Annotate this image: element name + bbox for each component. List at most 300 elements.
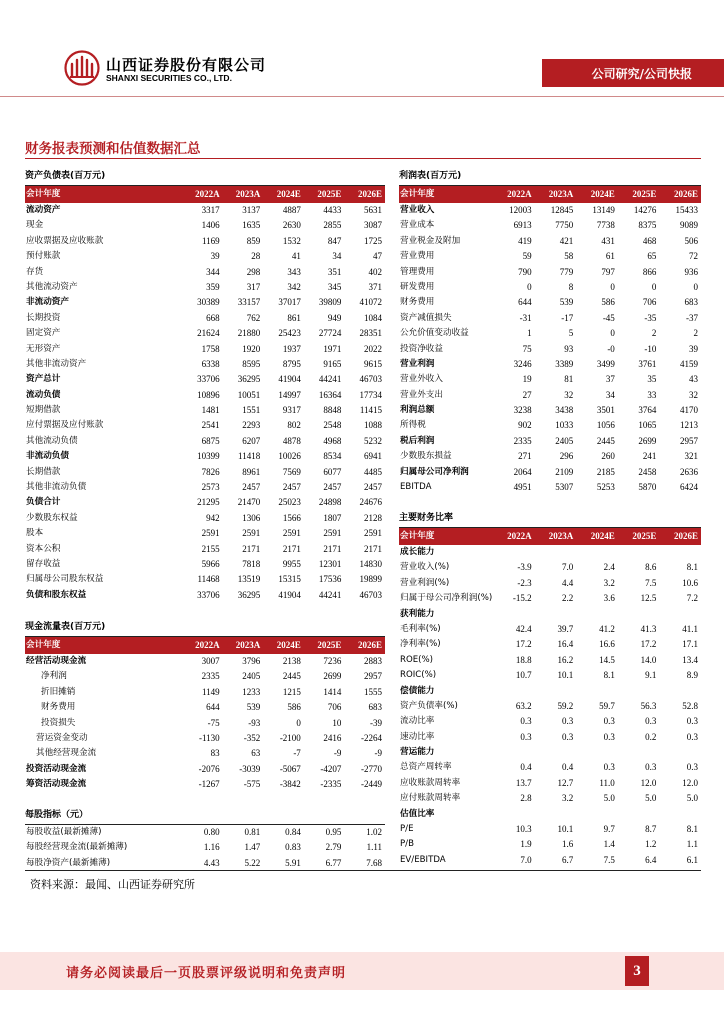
value-cell: 11468 xyxy=(197,574,220,585)
report-type-tag xyxy=(542,59,724,87)
value-cell: 2548 xyxy=(323,420,342,431)
year-header-cell: 2025E xyxy=(632,531,657,541)
table-header-row xyxy=(399,186,701,203)
value-cell: 1971 xyxy=(323,343,342,354)
value-cell: 2457 xyxy=(323,482,342,493)
value-cell: 7738 xyxy=(596,220,615,231)
row-label: 无形资产 xyxy=(26,343,61,354)
value-cell: 21880 xyxy=(237,328,261,339)
value-cell: 14.0 xyxy=(640,654,657,665)
header-label: 会计年度 xyxy=(400,189,435,199)
value-cell: 1481 xyxy=(201,405,220,416)
row-label: 偿债能力 xyxy=(400,685,435,696)
table-row xyxy=(399,388,701,403)
value-cell: 4433 xyxy=(323,205,342,215)
year-header-cell: 2023A xyxy=(548,189,574,199)
section-title: 财务报表预测和估值数据汇总 xyxy=(25,141,201,157)
value-cell: 0.81 xyxy=(244,827,261,837)
row-label: 净利率(%) xyxy=(400,639,441,650)
value-cell: 33706 xyxy=(197,374,220,385)
tables-bottom-divider xyxy=(25,870,701,871)
table-row xyxy=(399,203,701,218)
row-label: P/B xyxy=(400,839,414,850)
table-row xyxy=(25,654,385,669)
value-cell: 1920 xyxy=(242,343,261,354)
value-cell: 2541 xyxy=(201,420,220,431)
value-cell: 4968 xyxy=(323,435,342,446)
value-cell: 344 xyxy=(206,266,220,277)
row-label: ROE(%) xyxy=(400,654,434,665)
value-cell: 7.2 xyxy=(686,593,698,604)
value-cell: 241 xyxy=(642,451,657,462)
year-header-cell: 2022A xyxy=(507,531,532,541)
year-header-cell: 2024E xyxy=(276,189,301,199)
year-header-cell: 2023A xyxy=(235,189,261,199)
table-row xyxy=(399,714,701,729)
value-cell: 4878 xyxy=(282,435,301,446)
value-cell: 762 xyxy=(246,312,261,323)
year-header-cell: 2024E xyxy=(276,640,301,650)
value-cell: 12.0 xyxy=(640,777,657,788)
value-cell: 6207 xyxy=(242,435,261,446)
value-cell: -35 xyxy=(644,312,657,323)
row-label: 负债和股东权益 xyxy=(26,589,87,600)
footer-disclaimer-link[interactable]: 请务必阅读最后一页股票评级说明和免责声明 xyxy=(66,966,347,981)
value-cell: 1.4 xyxy=(603,839,615,850)
year-header-cell: 2026E xyxy=(673,531,698,541)
value-cell: 3499 xyxy=(596,358,615,369)
value-cell: 3238 xyxy=(513,405,532,416)
value-cell: 3.2 xyxy=(561,793,574,804)
value-cell: 2.79 xyxy=(325,842,342,853)
value-cell: 2957 xyxy=(680,435,698,446)
value-cell: 2591 xyxy=(242,528,261,539)
value-cell: 2855 xyxy=(323,220,342,231)
value-cell: 1033 xyxy=(555,420,574,431)
value-cell: -17 xyxy=(561,312,574,323)
value-cell: 10.3 xyxy=(515,824,532,835)
value-cell: 17.2 xyxy=(515,639,532,650)
value-cell: 81 xyxy=(564,374,574,385)
value-cell: 706 xyxy=(327,702,342,713)
value-cell: 0.3 xyxy=(686,731,698,742)
value-cell: 24898 xyxy=(318,497,342,508)
value-cell xyxy=(576,545,618,560)
value-cell: 21470 xyxy=(237,497,261,508)
value-cell: 2022 xyxy=(364,343,382,354)
value-cell xyxy=(493,807,535,822)
value-cell: 2630 xyxy=(282,220,301,231)
value-cell: 6.77 xyxy=(325,857,342,868)
value-cell: 8.9 xyxy=(686,670,698,681)
value-cell: 9165 xyxy=(323,358,342,369)
value-cell: 5253 xyxy=(596,482,615,493)
value-cell xyxy=(618,745,660,760)
value-cell: 5 xyxy=(568,328,574,339)
value-cell: 7826 xyxy=(201,466,220,477)
row-label: 研发费用 xyxy=(400,281,435,292)
table-caption: 现金流量表(百万元) xyxy=(25,617,385,637)
value-cell: -10 xyxy=(644,343,657,354)
value-cell xyxy=(535,745,577,760)
value-cell: 0.3 xyxy=(603,762,615,773)
value-cell: 866 xyxy=(642,266,657,277)
value-cell: 0 xyxy=(693,281,698,292)
row-label: 非流动负债 xyxy=(26,451,69,462)
row-label: 存货 xyxy=(26,266,44,277)
table-row xyxy=(399,480,701,495)
table-caption: 主要财务比率 xyxy=(399,508,701,528)
value-cell xyxy=(659,607,701,622)
value-cell: 790 xyxy=(518,266,532,277)
table-row xyxy=(399,403,701,418)
value-cell: 706 xyxy=(642,297,657,308)
value-cell: 1414 xyxy=(323,686,342,697)
row-label: 获利能力 xyxy=(400,608,435,619)
row-label: 资产总计 xyxy=(26,374,61,385)
table-row xyxy=(25,357,385,372)
table-row xyxy=(25,511,385,526)
value-cell: 2457 xyxy=(242,482,261,493)
value-cell: 421 xyxy=(559,235,574,246)
value-cell: 2883 xyxy=(364,656,382,666)
year-header-cell: 2022A xyxy=(195,189,220,199)
value-cell: 63.2 xyxy=(515,700,532,711)
table-row xyxy=(25,342,385,357)
value-cell: 28 xyxy=(251,251,261,262)
value-cell xyxy=(493,745,535,760)
table-caption: 利润表(百万元) xyxy=(399,166,701,186)
value-cell: -575 xyxy=(243,779,261,790)
value-cell: 1.02 xyxy=(366,827,382,837)
value-cell: 10896 xyxy=(197,389,220,400)
value-cell: 351 xyxy=(327,266,342,277)
row-label: 固定资产 xyxy=(26,328,61,339)
company-name-cn: 山西证券股份有限公司 xyxy=(106,56,267,74)
value-cell: 17.2 xyxy=(640,639,657,650)
value-cell: 1.1 xyxy=(686,839,698,850)
table-row xyxy=(399,853,701,868)
row-label: 折旧摊销 xyxy=(41,686,76,697)
value-cell: 2293 xyxy=(242,420,261,431)
value-cell xyxy=(618,807,660,822)
value-cell: 668 xyxy=(206,312,220,323)
table-row xyxy=(399,668,701,683)
value-cell: 16.6 xyxy=(599,639,615,650)
value-cell: 0.3 xyxy=(520,716,532,727)
value-cell: 10.1 xyxy=(557,824,574,835)
table-row xyxy=(25,280,385,295)
table-row xyxy=(25,434,385,449)
table-row xyxy=(25,542,385,557)
value-cell: 6875 xyxy=(201,435,220,446)
value-cell: 1215 xyxy=(282,686,301,697)
table-row xyxy=(399,265,701,280)
value-cell: 1.2 xyxy=(645,839,657,850)
value-cell: 5307 xyxy=(555,482,574,493)
value-cell: 0 xyxy=(610,328,615,339)
year-header-cell: 2022A xyxy=(507,189,532,199)
value-cell: 0.3 xyxy=(603,731,615,742)
row-label: 成长能力 xyxy=(400,547,435,557)
value-cell: 27 xyxy=(522,389,532,400)
value-cell: -3.9 xyxy=(517,562,532,573)
table-row xyxy=(399,807,701,822)
value-cell: -0 xyxy=(607,343,615,354)
value-cell: 2171 xyxy=(242,543,261,554)
value-cell: 8961 xyxy=(242,466,261,477)
value-cell xyxy=(576,807,618,822)
value-cell: 8.7 xyxy=(645,824,657,835)
value-cell: 6.4 xyxy=(645,854,657,865)
value-cell: 1551 xyxy=(242,405,261,416)
table-row xyxy=(25,311,385,326)
data-source-note: 资料来源：最闻、山西证券研究所 xyxy=(30,878,195,891)
value-cell: 2185 xyxy=(596,466,615,477)
table-row xyxy=(399,653,701,668)
table-row xyxy=(399,822,701,837)
value-cell: 2.2 xyxy=(561,593,574,604)
value-cell: 8795 xyxy=(282,358,301,369)
value-cell: 1 xyxy=(527,328,532,339)
value-cell: 8375 xyxy=(638,220,657,231)
value-cell: 2 xyxy=(651,328,657,339)
row-label: 少数股东权益 xyxy=(26,512,78,523)
table-row xyxy=(25,234,385,249)
table-row xyxy=(399,449,701,464)
value-cell: 3087 xyxy=(364,220,382,231)
row-label: 其他非流动资产 xyxy=(26,358,87,369)
value-cell: 17536 xyxy=(318,574,342,585)
value-cell xyxy=(659,684,701,699)
value-cell: -45 xyxy=(602,312,615,323)
value-cell: 419 xyxy=(518,235,532,246)
table-row xyxy=(25,856,385,871)
row-label: 税后利润 xyxy=(400,435,435,446)
year-header-cell: 2026E xyxy=(357,189,382,199)
value-cell: 506 xyxy=(684,235,698,246)
value-cell: 16.2 xyxy=(557,654,574,665)
year-header-cell: 2023A xyxy=(548,531,574,541)
value-cell xyxy=(493,684,535,699)
value-cell: 17734 xyxy=(359,389,382,400)
row-label: 所得税 xyxy=(400,420,426,431)
value-cell: 779 xyxy=(559,266,574,277)
value-cell: 644 xyxy=(518,297,532,308)
value-cell: 1088 xyxy=(364,420,382,431)
value-cell: 2171 xyxy=(323,543,342,554)
row-label: 其他流动资产 xyxy=(26,281,78,292)
value-cell: 3764 xyxy=(638,405,657,416)
value-cell: -39 xyxy=(370,717,382,728)
value-cell: 431 xyxy=(601,235,615,246)
value-cell: 19899 xyxy=(359,574,382,585)
row-label: 资本公积 xyxy=(26,543,61,554)
value-cell: 44241 xyxy=(318,374,342,385)
value-cell: 7818 xyxy=(242,558,261,569)
value-cell: 12.0 xyxy=(682,777,698,788)
value-cell xyxy=(576,607,618,622)
value-cell: 16.4 xyxy=(557,639,574,650)
value-cell: 5.0 xyxy=(686,793,698,804)
value-cell: 343 xyxy=(287,266,301,277)
table-row xyxy=(25,825,385,840)
value-cell: 1.16 xyxy=(203,842,220,853)
value-cell: 1169 xyxy=(201,235,220,246)
value-cell: 11418 xyxy=(238,451,261,462)
value-cell: 1306 xyxy=(242,512,261,523)
value-cell: 9089 xyxy=(680,220,698,231)
value-cell: -37 xyxy=(686,312,698,323)
row-label: 流动负债 xyxy=(26,389,61,400)
value-cell: 28351 xyxy=(359,328,382,339)
row-label: 短期借款 xyxy=(26,405,61,416)
year-header-cell: 2024E xyxy=(590,189,615,199)
value-cell: 6077 xyxy=(323,466,342,477)
value-cell: 1758 xyxy=(201,343,220,354)
value-cell: 41.1 xyxy=(682,623,698,634)
value-cell: 1725 xyxy=(364,235,382,246)
value-cell: 13.4 xyxy=(682,654,698,665)
title-divider xyxy=(25,158,701,159)
table-row xyxy=(399,234,701,249)
value-cell: -1130 xyxy=(198,732,220,743)
value-cell: 32 xyxy=(689,389,698,400)
row-label: 财务费用 xyxy=(400,297,435,308)
value-cell: -3039 xyxy=(239,763,261,774)
table-caption: 资产负债表(百万元) xyxy=(25,166,385,186)
value-cell: 2335 xyxy=(201,671,220,682)
value-cell: 1555 xyxy=(364,686,382,697)
value-cell: 3389 xyxy=(555,358,574,369)
row-label: 应付账款周转率 xyxy=(400,793,461,804)
value-cell: 12845 xyxy=(550,205,574,215)
value-cell: 644 xyxy=(206,702,220,713)
value-cell: 8848 xyxy=(323,405,342,416)
value-cell: 30389 xyxy=(197,297,220,308)
table-row xyxy=(25,840,385,855)
table-row xyxy=(399,576,701,591)
value-cell xyxy=(576,684,618,699)
value-cell: 371 xyxy=(368,281,382,292)
table-row xyxy=(399,745,701,760)
value-cell: 2155 xyxy=(201,543,220,554)
value-cell xyxy=(535,545,577,560)
value-cell: 33706 xyxy=(197,589,220,600)
value-cell: 8595 xyxy=(242,358,261,369)
value-cell: 8 xyxy=(568,281,574,292)
value-cell: 12.7 xyxy=(557,777,574,788)
value-cell: -9 xyxy=(333,748,342,759)
value-cell: 1.47 xyxy=(244,842,261,853)
value-cell: 0 xyxy=(296,717,301,728)
value-cell: 6.1 xyxy=(686,854,698,865)
value-cell: 321 xyxy=(684,451,698,462)
table-row xyxy=(25,449,385,464)
value-cell: 2445 xyxy=(282,671,301,682)
value-cell xyxy=(535,607,577,622)
value-cell: 10.6 xyxy=(682,577,698,588)
balance-sheet-table xyxy=(25,166,385,603)
value-cell: 0.80 xyxy=(203,827,220,837)
value-cell: 10.1 xyxy=(557,670,574,681)
value-cell: 317 xyxy=(246,281,261,292)
year-header-cell: 2023A xyxy=(235,640,261,650)
value-cell: 5.22 xyxy=(244,857,261,868)
value-cell: 1065 xyxy=(638,420,657,431)
value-cell: -1267 xyxy=(198,779,220,790)
value-cell: 5.0 xyxy=(645,793,657,804)
value-cell: 34 xyxy=(332,251,342,262)
value-cell: 6913 xyxy=(513,220,532,231)
value-cell: 0.3 xyxy=(561,716,574,727)
value-cell: 2.4 xyxy=(603,562,615,573)
table-row xyxy=(399,776,701,791)
value-cell: 3246 xyxy=(513,358,532,369)
value-cell: 37017 xyxy=(278,297,301,308)
row-label: 营业外支出 xyxy=(400,389,443,400)
value-cell: 4887 xyxy=(282,205,301,215)
value-cell: 2458 xyxy=(638,466,657,477)
table-row xyxy=(399,357,701,372)
table-row xyxy=(399,342,701,357)
value-cell: 260 xyxy=(601,451,615,462)
value-cell: 5966 xyxy=(201,558,220,569)
value-cell: 59.7 xyxy=(599,700,615,711)
value-cell: 861 xyxy=(287,312,301,323)
value-cell: 7.5 xyxy=(645,577,657,588)
value-cell: 18.8 xyxy=(515,654,532,665)
value-cell: 46703 xyxy=(359,589,382,600)
value-cell: 3.2 xyxy=(603,577,615,588)
row-label: 净利润 xyxy=(41,671,67,682)
value-cell: 942 xyxy=(206,512,220,523)
value-cell: 2591 xyxy=(364,528,382,539)
row-label: P/E xyxy=(400,824,414,835)
row-label: 非流动资产 xyxy=(26,297,69,308)
value-cell: 27724 xyxy=(318,328,342,339)
value-cell: 8.6 xyxy=(645,562,657,573)
value-cell: -2770 xyxy=(361,763,382,774)
value-cell: 1084 xyxy=(364,312,382,323)
table-header-row xyxy=(25,637,385,654)
value-cell: 36295 xyxy=(237,589,261,600)
value-cell: 683 xyxy=(368,702,382,713)
table-row xyxy=(25,669,385,684)
table-row xyxy=(25,218,385,233)
value-cell: -2335 xyxy=(320,779,342,790)
value-cell: 2405 xyxy=(555,435,574,446)
value-cell: 0.3 xyxy=(686,762,698,773)
row-label: 其他经营现金流 xyxy=(36,748,97,759)
value-cell: 3761 xyxy=(638,358,657,369)
value-cell: 41.2 xyxy=(599,623,615,634)
header-divider xyxy=(0,96,724,97)
value-cell: 47 xyxy=(373,251,382,262)
value-cell: 402 xyxy=(368,266,382,277)
value-cell: -352 xyxy=(243,732,261,743)
row-label: 营业外收入 xyxy=(400,374,443,385)
value-cell: 7.5 xyxy=(603,854,615,865)
value-cell: 3796 xyxy=(242,656,261,666)
value-cell: 5.91 xyxy=(285,857,301,868)
value-cell: 3317 xyxy=(201,205,220,215)
value-cell: 1937 xyxy=(282,343,301,354)
value-cell: -2449 xyxy=(361,779,382,790)
value-cell: 11415 xyxy=(359,405,382,416)
value-cell: 847 xyxy=(327,235,342,246)
table-row xyxy=(25,746,385,761)
